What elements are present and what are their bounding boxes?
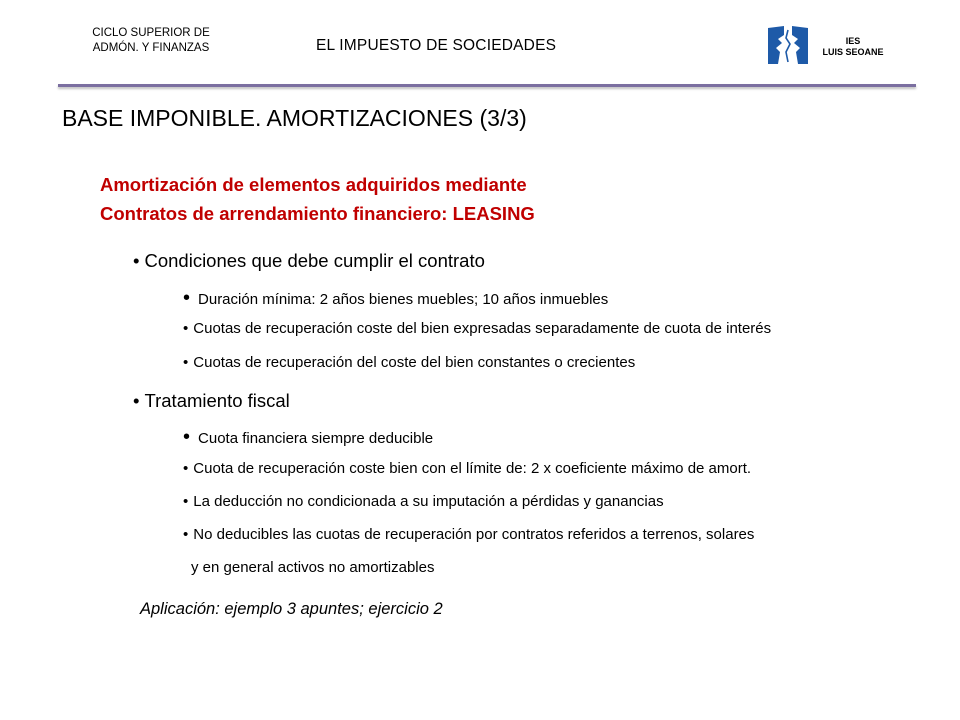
sub-bullet-text: Cuota de recuperación coste bien con el límite de: 2 x coeficiente máximo de amort. (193, 460, 752, 477)
sub-bullet-recovery-limit (183, 460, 751, 477)
bullet-marker: • (183, 460, 189, 477)
sub-bullet-text: Duración mínima: 2 años bienes muebles; 10 años inmuebles (198, 291, 609, 308)
bullet-tax-treatment-label: Tratamiento fiscal (144, 390, 290, 411)
sub-bullet-deduction (183, 493, 664, 510)
header-divider (58, 84, 916, 87)
bullet-marker: • (183, 526, 189, 543)
course-label (62, 26, 240, 56)
logo-text-line1: IES (845, 36, 861, 46)
bullet-marker: • (183, 493, 189, 510)
course-label-line2: ADMÓN. Y FINANZAS (92, 42, 210, 54)
sub-bullet-text: No deducibles las cuotas de recuperación por contratos referidos a terrenos, solares (193, 526, 755, 543)
section-heading-line1: Amortización de elementos adquiridos mediante (100, 174, 527, 195)
logo-text-line2: LUIS SEOANE (822, 47, 884, 57)
bullet-marker: • (133, 250, 140, 271)
sub-bullet-text: Cuota financiera siempre deducible (198, 430, 434, 447)
header-title: EL IMPUESTO DE SOCIEDADES (316, 37, 557, 54)
bullet-marker: • (183, 426, 191, 448)
sub-bullet-financial-quota (183, 426, 433, 449)
bullet-tax-treatment (133, 390, 290, 412)
slide-title: BASE IMPONIBLE. AMORTIZACIONES (3/3) (62, 105, 527, 131)
application-note: Aplicación: ejemplo 3 apuntes; ejercicio 2 (140, 600, 443, 618)
bullet-conditions (133, 250, 485, 272)
sub-bullet-text: Cuotas de recuperación del coste del bien constantes o crecientes (193, 354, 636, 371)
bullet-marker: • (183, 354, 189, 371)
bullet-marker: • (183, 320, 189, 337)
sub-bullet-duration (183, 287, 608, 310)
bullet-conditions-label: Condiciones que debe cumplir el contrato (144, 250, 485, 271)
sub-bullet-constant-quotas (183, 354, 635, 371)
sub-bullet-non-deductible (183, 526, 754, 543)
bullet-marker: • (183, 287, 191, 309)
course-label-line1: CICLO SUPERIOR DE (92, 27, 210, 39)
sub-bullet-text: Cuotas de recuperación coste del bien expresadas separadamente de cuota de interés (193, 320, 772, 337)
sub-bullet-non-deductible-continuation: y en general activos no amortizables (191, 559, 435, 576)
sub-bullet-text: La deducción no condicionada a su imputación a pérdidas y ganancias (193, 493, 664, 510)
bullet-marker: • (133, 390, 140, 411)
sub-bullet-separate-quotas (183, 320, 771, 337)
school-logo-text (812, 36, 894, 58)
school-logo-icon (765, 22, 811, 68)
section-heading-line2: Contratos de arrendamiento financiero: LEASING (100, 203, 535, 224)
